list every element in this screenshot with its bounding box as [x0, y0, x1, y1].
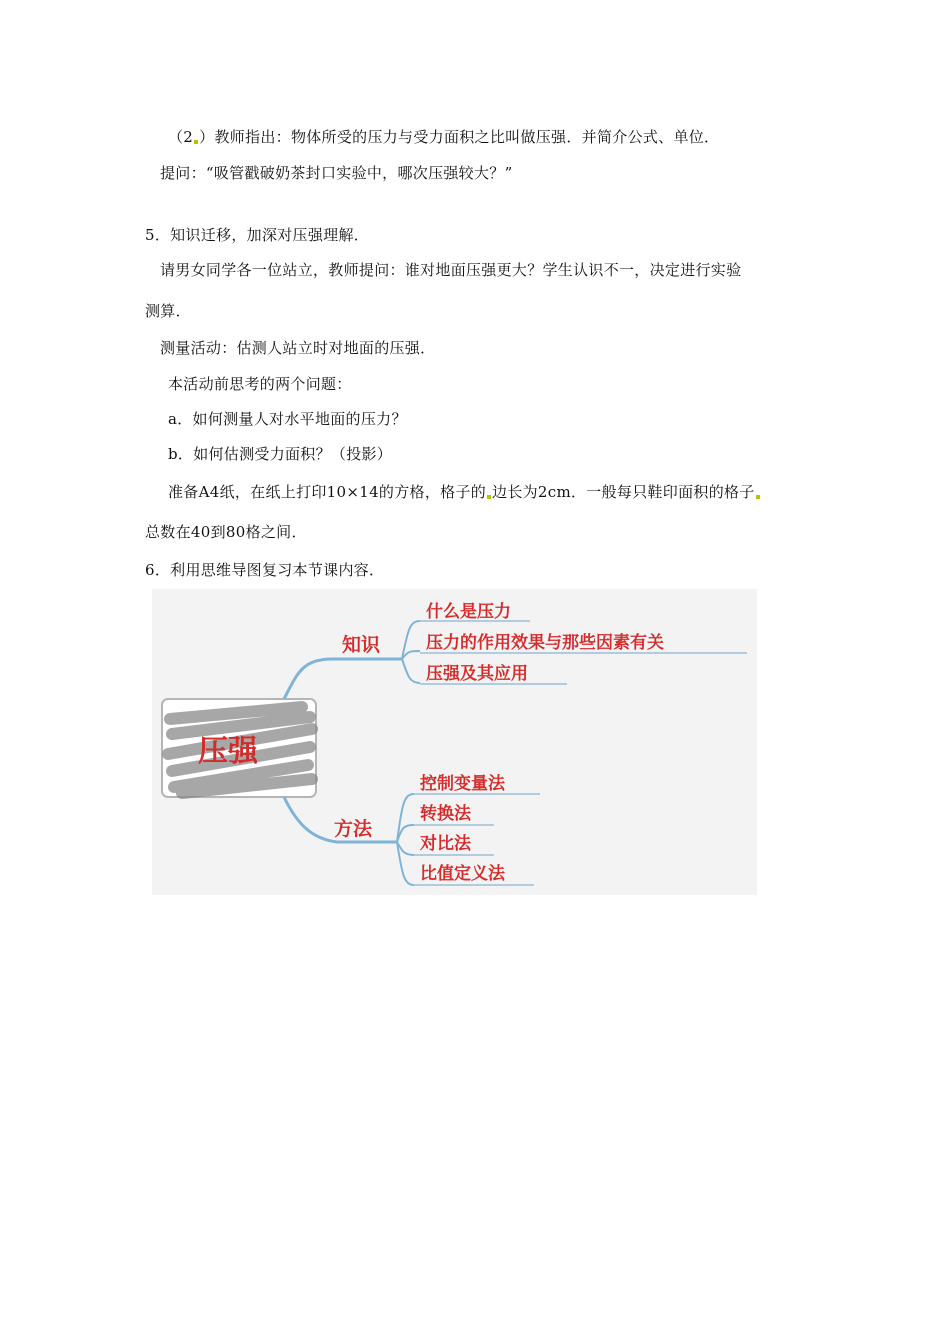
question-a: a．如何测量人对水平地面的压力？: [168, 410, 407, 428]
sub-connector: [402, 651, 420, 659]
paragraph-line-5: 测算．: [145, 302, 191, 320]
paragraph-line-10: [168, 482, 761, 502]
paragraph-line-6: 测量活动：估测人站立时对地面的压强．: [160, 339, 436, 357]
section-heading-6: 6．利用思维导图复习本节课内容．: [145, 561, 385, 579]
mind-map: [152, 589, 757, 895]
highlight-mark: [756, 495, 760, 499]
knowledge-item-3: 压强及其应用: [426, 664, 528, 684]
sub-connector: [402, 621, 420, 659]
branch-label-knowledge: 知识: [342, 634, 381, 656]
sub-connector: [402, 659, 420, 683]
knowledge-item-2: 压力的作用效果与那些因素有关: [426, 633, 664, 653]
highlight-mark: [487, 495, 491, 499]
method-item-4: 比值定义法: [420, 864, 505, 884]
paragraph-line-4: 请男女同学各一位站立，教师提问：谁对地面压强更大？学生认识不一，决定进行实验: [160, 261, 742, 279]
line-1-start: （2: [168, 128, 194, 146]
mind-map-svg: [152, 589, 757, 895]
paragraph-line-2: 提问：“吸管戳破奶茶封口实验中，哪次压强较大？”: [160, 164, 513, 182]
line-10-start: 准备A4纸，在纸上打印10×14的方格，格子的: [168, 483, 487, 501]
line-1-end: ）教师指出：物体所受的压力与受力面积之比叫做压强．并简介公式、单位．: [199, 128, 720, 146]
paragraph-line-1: [168, 127, 719, 147]
method-item-1: 控制变量法: [420, 774, 505, 794]
line-10-end: 边长为2cm．一般每只鞋印面积的格子: [492, 483, 755, 501]
question-b: b．如何估测受力面积？（投影）: [168, 445, 393, 463]
section-heading-5: 5．知识迁移，加深对压强理解．: [145, 226, 370, 244]
method-item-2: 转换法: [420, 804, 471, 824]
center-node-label: 压强: [198, 734, 258, 769]
highlight-mark: [194, 140, 198, 144]
knowledge-item-1: 什么是压力: [426, 602, 511, 622]
paragraph-line-7: 本活动前思考的两个问题：: [168, 375, 352, 393]
method-item-3: 对比法: [420, 834, 471, 854]
branch-label-method: 方法: [334, 818, 373, 840]
sub-connector: [397, 842, 414, 885]
branch-connector-1: [284, 659, 402, 699]
paragraph-line-11: 总数在40到80格之间．: [145, 523, 307, 541]
